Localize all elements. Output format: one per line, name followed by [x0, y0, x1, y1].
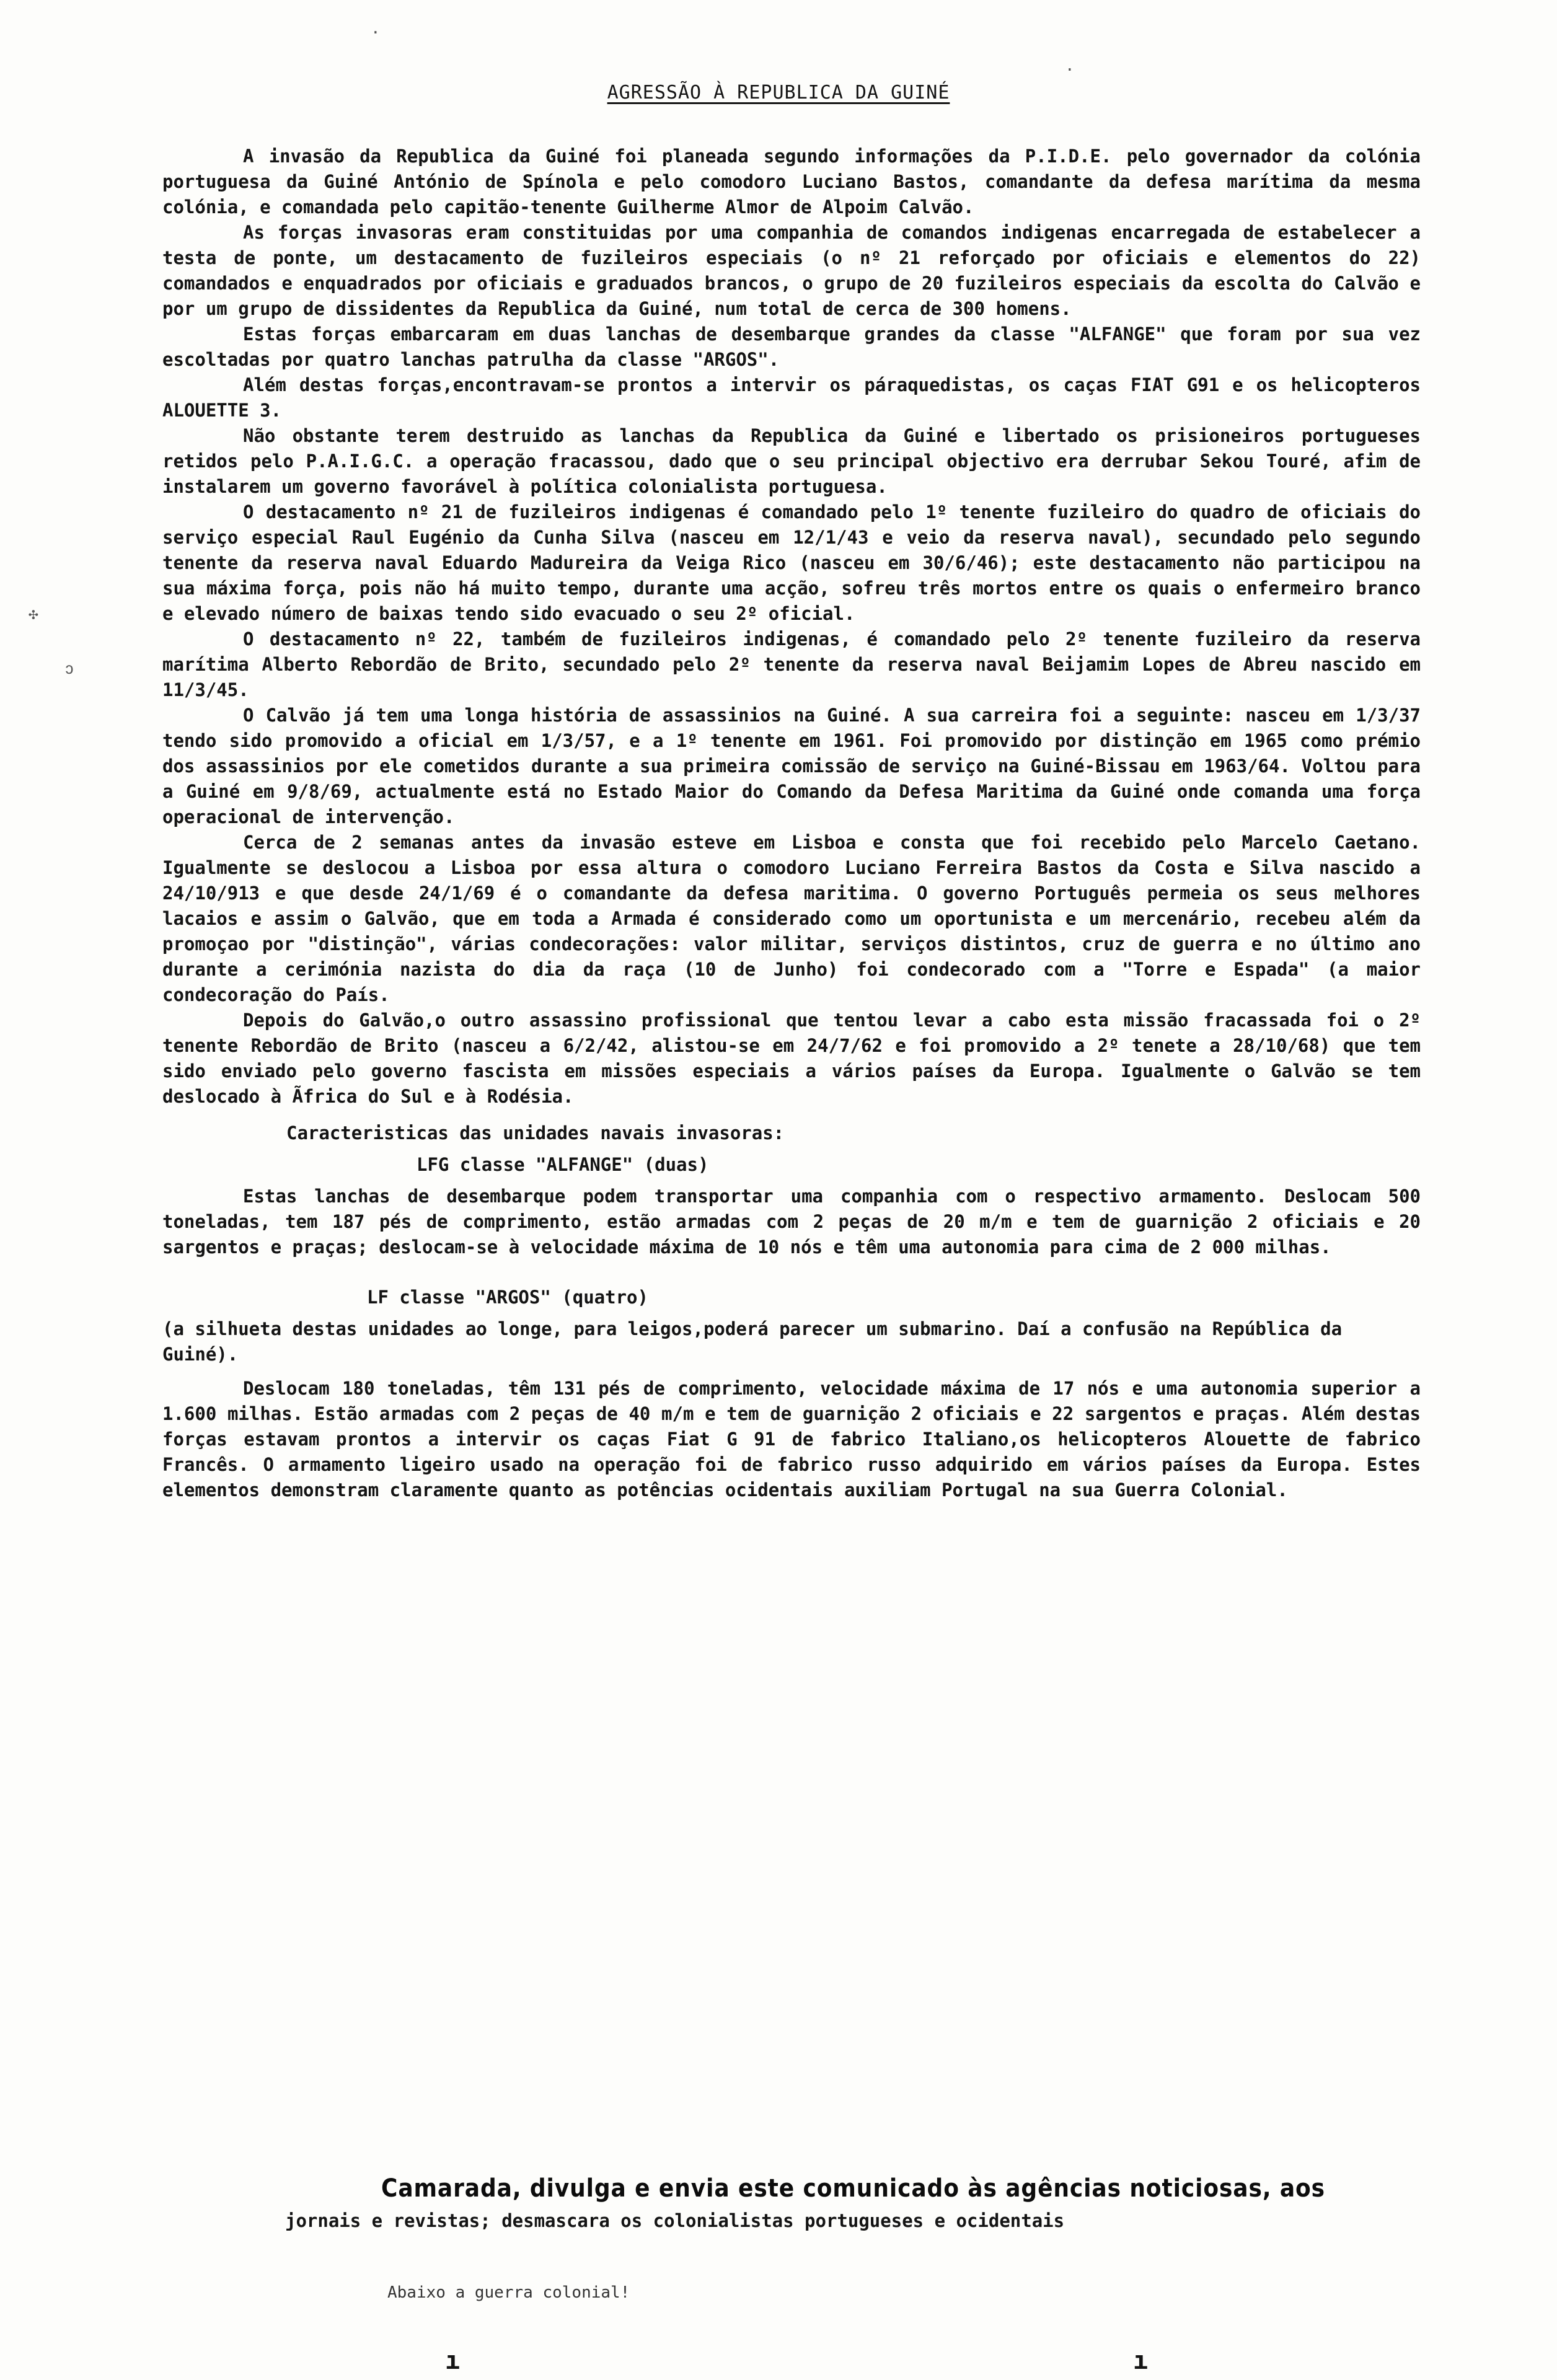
lf-note: (a silhueta destas unidades ao longe, para leigos,poderá parecer um submarino. Daí a confusão na República da Guiné). — [162, 1318, 1343, 1365]
ink-speck: ✣ — [29, 605, 38, 624]
ink-speck: · — [1065, 61, 1075, 79]
paragraph: As forças invasoras eram constituidas por uma companhia de comandos indigenas encarregada de estabelecer a testa de ponte, um destacamento de fuzileiros especiais (o nº 21 reforçado por oficiais e elementos do 22) comandados e enquadrados por oficiais e graduados brancos, o grupo de 20 fuzileiros especiais da escolta do Calvão e por um grupo de dissidentes da Republica da Guiné, num total de cerca de 300 homens. — [162, 222, 1421, 319]
paragraph: Cerca de 2 semanas antes da invasão esteve em Lisboa e consta que foi recebido pelo Marcelo Caetano. Igualmente se deslocou a Lisboa por essa altura o comodoro Luciano Ferreira Bastos da Costa e Silva nascido a 24/10/913 e que desde 24/1/69 é o comandante da defesa maritima. O governo Português permeia os seus melhores lacaios e assim o Galvão, que em toda a Armada é considerado como um oportunista e um mercenário, recebeu além da promoçao por "distinção", várias condecorações: valor militar, serviços distintos, cruz de guerra e no último ano durante a cerimónia nazista do dia da raça (10 de Junho) foi condecorado com a "Torre e Espada" (a maior condecoração do País. — [162, 832, 1421, 1005]
stamped-appeal: Camarada, divulga e envia este comunicado às agências noticiosas, aos — [381, 2174, 1325, 2203]
lfg-description: Estas lanchas de desembarque podem transportar uma companhia com o respectivo armamento. Deslocam 500 toneladas, tem 187 pés de comprimento, estão armadas com 2 peças de 20 m/m e tem de guarnição 2 oficiais e 20 sargentos e praças; deslocam-se à velocidade máxima de 10 nós e têm uma autonomia para cima de 2 000 milhas. — [162, 1186, 1421, 1258]
document-title: AGRESSÃO À REPUBLICA DA GUINÉ — [607, 82, 950, 104]
lf-description: Deslocam 180 toneladas, têm 131 pés de comprimento, velocidade máxima de 17 nós e uma autonomia superior a 1.600 milhas. Estão armadas com 2 peças de 40 m/m e tem de guarnição 2 oficiais e 22 sargentos e praças. Além destas forças estavam prontos a intervir os caças Fiat G 91 de fabrico Italiano,os helicopteros Alouette de fabrico Francês. O armamento ligeiro usado na operação foi de fabrico russo adquirido em vários países da Europa. Estes elementos demonstram claramente quanto as potências ocidentais auxiliam Portugal na sua Guerra Colonial. — [162, 1378, 1421, 1501]
lf-heading: LF classe "ARGOS" (quatro) — [367, 1287, 648, 1308]
ink-mark: ı — [1133, 2347, 1149, 2375]
paragraph: Estas forças embarcaram em duas lanchas de desembarque grandes da classe "ALFANGE" que foram por sua vez escoltadas por quatro lanchas patrulha da classe "ARGOS". — [162, 324, 1421, 370]
paragraph: O destacamento nº 21 de fuzileiros indigenas é comandado pelo 1º tenente fuzileiro do quadro de oficiais do serviço especial Raul Eugénio da Cunha Silva (nasceu em 12/1/43 e veio da reserva naval), secundado pelo segundo tenente da reserva naval Eduardo Madureira da Veiga Rico (nasceu em 30/6/46); este destacamento não participou na sua máxima força, pois não há muito tempo, durante uma acção, sofreu três mortos entre os quais o enfermeiro branco e elevado número de baixas tendo sido evacuado o seu 2º oficial. — [162, 501, 1421, 624]
paragraph: O destacamento nº 22, também de fuzileiros indigenas, é comandado pelo 2º tenente fuzileiro da reserva marítima Alberto Rebordão de Brito, secundado pelo 2º tenente da reserva naval Beijamim Lopes de Abreu nascido em 11/3/45. — [162, 628, 1421, 700]
paragraph: Depois do Galvão,o outro assassino profissional que tentou levar a cabo esta missão fracassada foi o 2º tenente Rebordão de Brito (nasceu a 6/2/42, alistou-se em 24/7/62 e foi promovido a 2º tenete a 28/10/68) que tem sido enviado pelo governo fascista em missões especiais a vários países da Europa. Igualmente o Galvão se tem deslocado à Ãfrica do Sul e à Rodésia. — [162, 1010, 1421, 1107]
ink-speck: · — [371, 24, 381, 42]
ink-speck: ↄ — [64, 659, 74, 678]
appeal-continuation: jornais e revistas; desmascara os colonialistas portugueses e ocidentais — [285, 2210, 1065, 2231]
ink-mark: ı — [445, 2347, 461, 2375]
naval-section-heading: Caracteristicas das unidades navais invasoras: — [286, 1122, 785, 1144]
paragraph: Não obstante terem destruido as lanchas da Republica da Guiné e libertado os prisioneiros portugueses retidos pelo P.A.I.G.C. a operação fracassou, dado que o seu principal objectivo era derrubar Sekou Touré, afim de instalarem um governo favorável à política colonialista portuguesa. — [162, 425, 1421, 497]
paragraph: A invasão da Republica da Guiné foi planeada segundo informações da P.I.D.E. pelo governador da colónia portuguesa da Guiné António de Spínola e pelo comodoro Luciano Bastos, comandante da defesa marítima da mesma colónia, e comandada pelo capitão-tenente Guilherme Almor de Alpoim Calvão. — [162, 146, 1421, 218]
paragraph: Além destas forças,encontravam-se prontos a intervir os páraquedistas, os caças FIAT G91 e os helicopteros ALOUETTE 3. — [162, 374, 1421, 421]
closing-slogan: Abaixo a guerra colonial! — [387, 2283, 630, 2302]
paragraph: O Calvão já tem uma longa história de assassinios na Guiné. A sua carreira foi a seguinte: nasceu em 1/3/37 tendo sido promovido a oficial em 1/3/57, e a 1º tenente em 1961. Foi promovido por distinção em 1965 como prémio dos assassinios por ele cometidos durante a sua primeira comissão de serviço na Guiné-Bissau em 1963/64. Voltou para a Guiné em 9/8/69, actualmente está no Estado Maior do Comando da Defesa Maritima da Guiné onde comanda uma força operacional de intervenção. — [162, 705, 1421, 827]
lfg-heading: LFG classe "ALFANGE" (duas) — [417, 1154, 709, 1175]
document-body — [162, 144, 1421, 1503]
